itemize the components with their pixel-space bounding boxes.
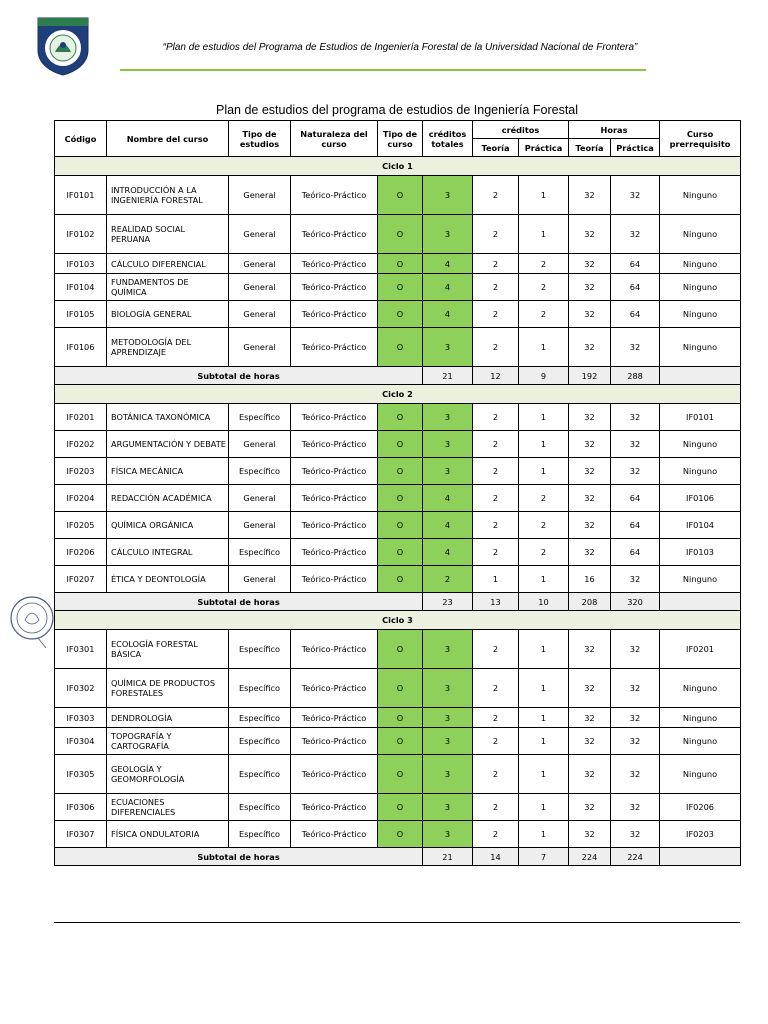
header-creditos-totales: créditos totales	[423, 121, 473, 157]
course-total-credits: 4	[423, 485, 473, 512]
course-name: ARGUMENTACIÓN Y DEBATE	[107, 431, 229, 458]
course-total-credits: 3	[423, 458, 473, 485]
table-row	[55, 539, 741, 566]
table-row	[55, 254, 741, 274]
course-type: O	[378, 274, 423, 301]
hours-theory: 32	[569, 176, 611, 215]
subtotal-empty	[660, 367, 741, 385]
course-nature: Teórico-Práctico	[291, 274, 378, 301]
hours-theory: 16	[569, 566, 611, 593]
course-code: IF0205	[55, 512, 107, 539]
course-code: IF0307	[55, 821, 107, 848]
course-study-type: General	[229, 254, 291, 274]
course-code: IF0301	[55, 630, 107, 669]
course-prerequisite: IF0201	[660, 630, 741, 669]
table-row	[55, 755, 741, 794]
course-nature: Teórico-Práctico	[291, 708, 378, 728]
course-nature: Teórico-Práctico	[291, 301, 378, 328]
course-code: IF0103	[55, 254, 107, 274]
hours-theory: 32	[569, 821, 611, 848]
hours-theory: 32	[569, 404, 611, 431]
course-total-credits: 3	[423, 755, 473, 794]
course-total-credits: 3	[423, 821, 473, 848]
hours-theory: 32	[569, 669, 611, 708]
course-nature: Teórico-Práctico	[291, 215, 378, 254]
document-header-quote: “Plan de estudios del Programa de Estudios de Ingeniería Forestal de la Universidad Nacional de Frontera”	[162, 42, 638, 53]
course-nature: Teórico-Práctico	[291, 630, 378, 669]
course-total-credits: 3	[423, 404, 473, 431]
course-name: FÍSICA ONDULATORIA	[107, 821, 229, 848]
credits-practice: 2	[519, 301, 569, 328]
course-name: QUÍMICA ORGÁNICA	[107, 512, 229, 539]
table-row	[55, 669, 741, 708]
course-code: IF0206	[55, 539, 107, 566]
course-name: ECOLOGÍA FORESTAL BÁSICA	[107, 630, 229, 669]
course-prerequisite: IF0104	[660, 512, 741, 539]
course-type: O	[378, 176, 423, 215]
course-type: O	[378, 566, 423, 593]
header-prerrequisito: Curso prerrequisito	[660, 121, 741, 157]
course-name: ECUACIONES DIFERENCIALES	[107, 794, 229, 821]
hours-practice: 64	[611, 274, 660, 301]
course-nature: Teórico-Práctico	[291, 539, 378, 566]
credits-theory: 2	[473, 458, 519, 485]
credits-practice: 2	[519, 512, 569, 539]
course-prerequisite: Ninguno	[660, 274, 741, 301]
course-type: O	[378, 630, 423, 669]
course-name: REALIDAD SOCIAL PERUANA	[107, 215, 229, 254]
subtotal-label: Subtotal de horas	[55, 367, 423, 385]
course-nature: Teórico-Práctico	[291, 176, 378, 215]
credits-practice: 1	[519, 328, 569, 367]
course-prerequisite: IF0206	[660, 794, 741, 821]
credits-practice: 1	[519, 821, 569, 848]
header-tipo-estudios: Tipo de estudios	[229, 121, 291, 157]
course-total-credits: 3	[423, 669, 473, 708]
course-nature: Teórico-Práctico	[291, 794, 378, 821]
credits-practice: 1	[519, 176, 569, 215]
course-code: IF0203	[55, 458, 107, 485]
course-study-type: General	[229, 215, 291, 254]
credits-practice: 1	[519, 755, 569, 794]
credits-practice: 1	[519, 431, 569, 458]
hours-theory: 32	[569, 708, 611, 728]
course-prerequisite: IF0203	[660, 821, 741, 848]
course-nature: Teórico-Práctico	[291, 404, 378, 431]
hours-practice: 64	[611, 512, 660, 539]
course-prerequisite: Ninguno	[660, 215, 741, 254]
hours-practice: 32	[611, 431, 660, 458]
credits-theory: 2	[473, 176, 519, 215]
course-study-type: Específico	[229, 458, 291, 485]
course-type: O	[378, 821, 423, 848]
credits-theory: 1	[473, 566, 519, 593]
course-prerequisite: IF0101	[660, 404, 741, 431]
course-prerequisite: Ninguno	[660, 431, 741, 458]
credits-theory: 2	[473, 708, 519, 728]
course-total-credits: 3	[423, 708, 473, 728]
credits-practice: 2	[519, 539, 569, 566]
course-type: O	[378, 431, 423, 458]
course-total-credits: 2	[423, 566, 473, 593]
hours-theory: 32	[569, 794, 611, 821]
subtotal-credits-theory: 13	[473, 593, 519, 611]
credits-theory: 2	[473, 431, 519, 458]
table-row	[55, 176, 741, 215]
course-name: QUÍMICA DE PRODUCTOS FORESTALES	[107, 669, 229, 708]
header-creditos-practica: Práctica	[519, 139, 569, 157]
subtotal-credits-theory: 14	[473, 848, 519, 866]
credits-theory: 2	[473, 821, 519, 848]
hours-practice: 32	[611, 630, 660, 669]
credits-practice: 1	[519, 566, 569, 593]
credits-practice: 2	[519, 485, 569, 512]
course-study-type: General	[229, 566, 291, 593]
course-code: IF0303	[55, 708, 107, 728]
course-prerequisite: Ninguno	[660, 669, 741, 708]
hours-practice: 64	[611, 254, 660, 274]
course-code: IF0104	[55, 274, 107, 301]
course-type: O	[378, 669, 423, 708]
course-total-credits: 4	[423, 301, 473, 328]
footer-divider	[54, 922, 740, 923]
hours-theory: 32	[569, 458, 611, 485]
course-code: IF0306	[55, 794, 107, 821]
credits-theory: 2	[473, 485, 519, 512]
course-prerequisite: IF0103	[660, 539, 741, 566]
header-horas-practica: Práctica	[611, 139, 660, 157]
table-row	[55, 728, 741, 755]
hours-practice: 32	[611, 404, 660, 431]
credits-theory: 2	[473, 794, 519, 821]
course-prerequisite: Ninguno	[660, 328, 741, 367]
hours-practice: 32	[611, 328, 660, 367]
course-code: IF0204	[55, 485, 107, 512]
course-type: O	[378, 254, 423, 274]
university-seal-stamp	[8, 588, 58, 650]
course-study-type: General	[229, 176, 291, 215]
subtotal-hours-theory: 224	[569, 848, 611, 866]
course-prerequisite: IF0106	[660, 485, 741, 512]
hours-theory: 32	[569, 274, 611, 301]
course-prerequisite: Ninguno	[660, 254, 741, 274]
course-prerequisite: Ninguno	[660, 176, 741, 215]
course-type: O	[378, 728, 423, 755]
credits-theory: 2	[473, 301, 519, 328]
table-row	[55, 708, 741, 728]
course-total-credits: 3	[423, 328, 473, 367]
hours-practice: 64	[611, 301, 660, 328]
credits-practice: 1	[519, 215, 569, 254]
table-row	[55, 485, 741, 512]
subtotal-row	[55, 593, 741, 611]
course-nature: Teórico-Práctico	[291, 821, 378, 848]
course-type: O	[378, 794, 423, 821]
credits-theory: 2	[473, 512, 519, 539]
course-code: IF0106	[55, 328, 107, 367]
credits-theory: 2	[473, 274, 519, 301]
subtotal-row	[55, 848, 741, 866]
subtotal-hours-practice: 224	[611, 848, 660, 866]
hours-theory: 32	[569, 328, 611, 367]
hours-practice: 64	[611, 539, 660, 566]
table-row	[55, 630, 741, 669]
hours-theory: 32	[569, 215, 611, 254]
course-name: FÍSICA MECÁNICA	[107, 458, 229, 485]
credits-theory: 2	[473, 254, 519, 274]
cycle-header-row	[55, 385, 741, 404]
course-nature: Teórico-Práctico	[291, 458, 378, 485]
hours-practice: 32	[611, 458, 660, 485]
subtotal-label: Subtotal de horas	[55, 848, 423, 866]
credits-practice: 1	[519, 630, 569, 669]
course-study-type: General	[229, 301, 291, 328]
header-naturaleza: Naturaleza del curso	[291, 121, 378, 157]
credits-theory: 2	[473, 728, 519, 755]
table-row	[55, 274, 741, 301]
header-codigo: Código	[55, 121, 107, 157]
table-title: Plan de estudios del programa de estudios de Ingeniería Forestal	[215, 103, 579, 117]
course-name: BIOLOGÍA GENERAL	[107, 301, 229, 328]
course-code: IF0202	[55, 431, 107, 458]
hours-practice: 32	[611, 755, 660, 794]
credits-practice: 2	[519, 254, 569, 274]
subtotal-credits-practice: 9	[519, 367, 569, 385]
course-type: O	[378, 755, 423, 794]
hours-practice: 32	[611, 728, 660, 755]
subtotal-empty	[660, 593, 741, 611]
credits-practice: 1	[519, 728, 569, 755]
course-type: O	[378, 458, 423, 485]
course-prerequisite: Ninguno	[660, 566, 741, 593]
course-code: IF0207	[55, 566, 107, 593]
hours-practice: 32	[611, 215, 660, 254]
credits-practice: 1	[519, 794, 569, 821]
hours-practice: 32	[611, 566, 660, 593]
cycle-label: Ciclo 2	[55, 385, 741, 404]
course-study-type: Específico	[229, 708, 291, 728]
course-name: INTRODUCCIÓN A LA INGENIERÍA FORESTAL	[107, 176, 229, 215]
course-prerequisite: Ninguno	[660, 728, 741, 755]
course-total-credits: 3	[423, 176, 473, 215]
header-nombre: Nombre del curso	[107, 121, 229, 157]
course-nature: Teórico-Práctico	[291, 328, 378, 367]
credits-theory: 2	[473, 669, 519, 708]
course-name: BOTÁNICA TAXONÓMICA	[107, 404, 229, 431]
course-nature: Teórico-Práctico	[291, 431, 378, 458]
table-row	[55, 458, 741, 485]
course-name: CÁLCULO INTEGRAL	[107, 539, 229, 566]
course-nature: Teórico-Práctico	[291, 485, 378, 512]
hours-practice: 32	[611, 708, 660, 728]
course-name: CÁLCULO DIFERENCIAL	[107, 254, 229, 274]
cycle-header-row	[55, 611, 741, 630]
course-nature: Teórico-Práctico	[291, 512, 378, 539]
hours-practice: 32	[611, 176, 660, 215]
header-tipo-curso: Tipo de curso	[378, 121, 423, 157]
course-prerequisite: Ninguno	[660, 458, 741, 485]
course-total-credits: 4	[423, 254, 473, 274]
hours-theory: 32	[569, 630, 611, 669]
subtotal-credits-practice: 10	[519, 593, 569, 611]
course-study-type: Específico	[229, 821, 291, 848]
hours-practice: 32	[611, 794, 660, 821]
course-name: METODOLOGÍA DEL APRENDIZAJE	[107, 328, 229, 367]
hours-theory: 32	[569, 254, 611, 274]
course-study-type: Específico	[229, 755, 291, 794]
credits-practice: 1	[519, 404, 569, 431]
subtotal-hours-practice: 288	[611, 367, 660, 385]
course-name: GEOLOGÍA Y GEOMORFOLOGÍA	[107, 755, 229, 794]
header-horas-teoria: Teoría	[569, 139, 611, 157]
table-row	[55, 821, 741, 848]
curriculum-table	[54, 120, 741, 866]
course-total-credits: 4	[423, 274, 473, 301]
table-row	[55, 328, 741, 367]
course-study-type: Específico	[229, 794, 291, 821]
course-prerequisite: Ninguno	[660, 301, 741, 328]
course-code: IF0105	[55, 301, 107, 328]
course-name: ÉTICA Y DEONTOLOGÍA	[107, 566, 229, 593]
hours-practice: 64	[611, 485, 660, 512]
course-code: IF0101	[55, 176, 107, 215]
course-total-credits: 3	[423, 630, 473, 669]
course-study-type: Específico	[229, 539, 291, 566]
course-type: O	[378, 708, 423, 728]
course-code: IF0305	[55, 755, 107, 794]
hours-theory: 32	[569, 512, 611, 539]
credits-practice: 2	[519, 274, 569, 301]
course-name: REDACCIÓN ACADÉMICA	[107, 485, 229, 512]
credits-theory: 2	[473, 539, 519, 566]
subtotal-row	[55, 367, 741, 385]
cycle-label: Ciclo 3	[55, 611, 741, 630]
cycle-label: Ciclo 1	[55, 157, 741, 176]
table-row	[55, 431, 741, 458]
course-code: IF0302	[55, 669, 107, 708]
credits-practice: 1	[519, 458, 569, 485]
course-prerequisite: Ninguno	[660, 755, 741, 794]
table-row	[55, 215, 741, 254]
subtotal-hours-theory: 192	[569, 367, 611, 385]
subtotal-total-credits: 21	[423, 367, 473, 385]
course-study-type: General	[229, 431, 291, 458]
course-type: O	[378, 512, 423, 539]
table-row	[55, 794, 741, 821]
course-total-credits: 3	[423, 215, 473, 254]
credits-practice: 1	[519, 669, 569, 708]
credits-theory: 2	[473, 404, 519, 431]
course-type: O	[378, 404, 423, 431]
subtotal-total-credits: 21	[423, 848, 473, 866]
course-prerequisite: Ninguno	[660, 708, 741, 728]
hours-practice: 32	[611, 669, 660, 708]
hours-theory: 32	[569, 301, 611, 328]
cycle-header-row	[55, 157, 741, 176]
table-row	[55, 566, 741, 593]
subtotal-credits-practice: 7	[519, 848, 569, 866]
course-total-credits: 3	[423, 728, 473, 755]
hours-theory: 32	[569, 485, 611, 512]
subtotal-label: Subtotal de horas	[55, 593, 423, 611]
course-total-credits: 4	[423, 512, 473, 539]
course-type: O	[378, 215, 423, 254]
credits-theory: 2	[473, 755, 519, 794]
subtotal-empty	[660, 848, 741, 866]
course-name: FUNDAMENTOS DE QUÍMICA	[107, 274, 229, 301]
course-nature: Teórico-Práctico	[291, 755, 378, 794]
subtotal-credits-theory: 12	[473, 367, 519, 385]
header-horas: Horas	[569, 121, 660, 139]
course-nature: Teórico-Práctico	[291, 669, 378, 708]
course-study-type: Específico	[229, 728, 291, 755]
course-code: IF0102	[55, 215, 107, 254]
course-total-credits: 3	[423, 794, 473, 821]
course-study-type: General	[229, 512, 291, 539]
course-study-type: General	[229, 328, 291, 367]
course-code: IF0304	[55, 728, 107, 755]
hours-theory: 32	[569, 755, 611, 794]
hours-theory: 32	[569, 431, 611, 458]
subtotal-hours-theory: 208	[569, 593, 611, 611]
course-total-credits: 4	[423, 539, 473, 566]
header-creditos-teoria: Teoría	[473, 139, 519, 157]
subtotal-total-credits: 23	[423, 593, 473, 611]
course-code: IF0201	[55, 404, 107, 431]
hours-theory: 32	[569, 728, 611, 755]
credits-theory: 2	[473, 328, 519, 367]
course-study-type: Específico	[229, 669, 291, 708]
course-type: O	[378, 539, 423, 566]
subtotal-hours-practice: 320	[611, 593, 660, 611]
credits-theory: 2	[473, 630, 519, 669]
hours-practice: 32	[611, 821, 660, 848]
header-divider	[120, 69, 646, 71]
course-nature: Teórico-Práctico	[291, 254, 378, 274]
course-study-type: General	[229, 485, 291, 512]
course-study-type: Específico	[229, 404, 291, 431]
table-row	[55, 404, 741, 431]
course-study-type: Específico	[229, 630, 291, 669]
header-creditos: créditos	[473, 121, 569, 139]
hours-theory: 32	[569, 539, 611, 566]
course-name: DENDROLOGÍA	[107, 708, 229, 728]
university-logo	[35, 14, 91, 76]
course-type: O	[378, 485, 423, 512]
course-name: TOPOGRAFÍA Y CARTOGRAFÍA	[107, 728, 229, 755]
table-row	[55, 512, 741, 539]
credits-practice: 1	[519, 708, 569, 728]
course-nature: Teórico-Práctico	[291, 566, 378, 593]
course-nature: Teórico-Práctico	[291, 728, 378, 755]
course-total-credits: 3	[423, 431, 473, 458]
course-type: O	[378, 301, 423, 328]
credits-theory: 2	[473, 215, 519, 254]
course-type: O	[378, 328, 423, 367]
course-study-type: General	[229, 274, 291, 301]
table-row	[55, 301, 741, 328]
